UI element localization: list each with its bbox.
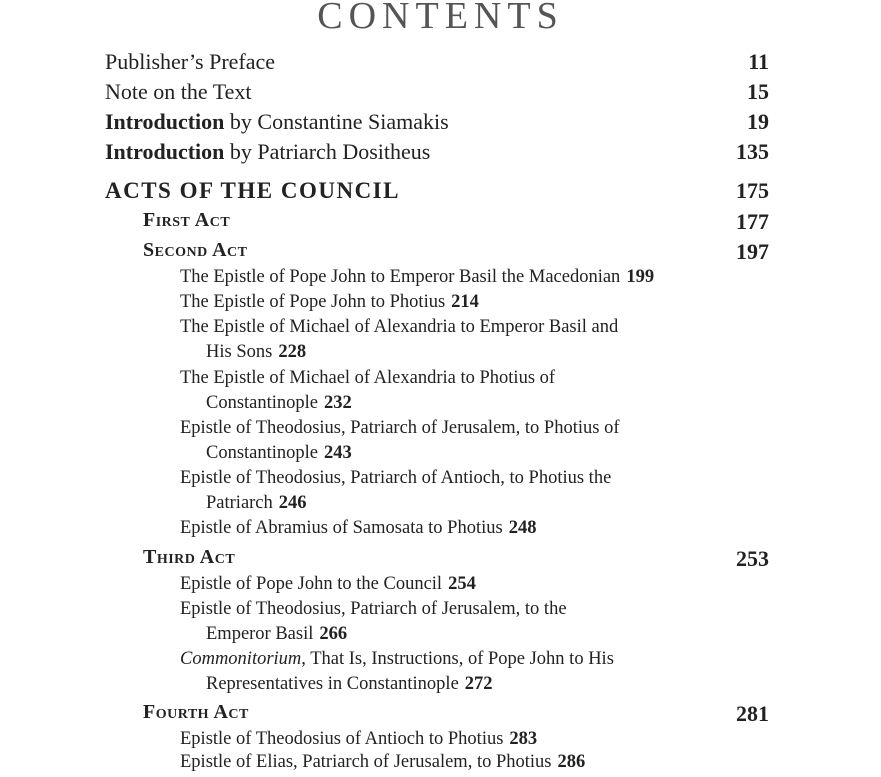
acts-heading[interactable]: ACTS OF THE COUNCIL: [105, 178, 400, 203]
toc-entry-publishers-preface[interactable]: [105, 49, 275, 75]
page-title: CONTENTS: [317, 0, 564, 37]
toc-subentry[interactable]: [180, 368, 555, 389]
toc-subentry[interactable]: [180, 729, 537, 750]
toc-subentry[interactable]: [180, 574, 476, 595]
toc-subentry-page: 283: [509, 729, 538, 749]
toc-subentry[interactable]: [180, 649, 614, 670]
toc-subentry-continuation[interactable]: [206, 443, 352, 464]
toc-subentry-label: , That Is, Instructions, of Pope John to His: [301, 649, 614, 669]
toc-subentry[interactable]: [180, 267, 654, 288]
toc-subentry-page: 243: [324, 443, 352, 463]
toc-subentry-page: 228: [278, 342, 307, 362]
toc-subentry-continuation[interactable]: [206, 624, 347, 645]
toc-subentry-label: Epistle of Elias, Patriarch of Jerusalem, to Photius: [180, 752, 552, 772]
toc-subentry-continuation[interactable]: [206, 342, 306, 363]
toc-page-number: 197: [736, 239, 769, 264]
act-heading-second[interactable]: Second Act: [143, 239, 248, 261]
toc-subentry[interactable]: [180, 752, 585, 773]
toc-subentry-page: 246: [278, 493, 307, 513]
toc-entry-introduction-dositheus[interactable]: [105, 139, 430, 165]
toc-subentry[interactable]: [180, 518, 536, 539]
toc-page-number: 281: [736, 701, 769, 726]
toc-subentry-label: Epistle of Theodosius, Patriarch of Jerusalem, to Photius of: [180, 418, 620, 438]
toc-page-number: 177: [736, 209, 769, 234]
toc-subentry-label: Representatives in Constantinople: [206, 674, 459, 694]
toc-page-number: 15: [747, 79, 769, 104]
toc-subentry-label: The Epistle of Pope John to Emperor Basil the Macedonian: [180, 267, 621, 287]
toc-subentry-label: The Epistle of Michael of Alexandria to Photius of: [180, 368, 556, 388]
toc-subentry-label: Epistle of Pope John to the Council: [180, 574, 443, 594]
toc-subentry[interactable]: [180, 468, 611, 489]
toc-subentry-page: 248: [508, 518, 537, 538]
toc-subentry[interactable]: [180, 292, 479, 313]
toc-subentry[interactable]: [180, 317, 618, 338]
toc-page-number: 253: [736, 546, 769, 571]
toc-subentry-label-italic: Commonitorium: [180, 649, 302, 669]
toc-entry-introduction-siamakis[interactable]: [105, 109, 449, 135]
toc-entry-label-bold: Introduction: [105, 109, 225, 134]
toc-subentry-label: Epistle of Theodosius, Patriarch of Antioch, to Photius the: [180, 468, 612, 488]
toc-subentry-label: Epistle of Theodosius of Antioch to Photius: [180, 729, 504, 749]
toc-subentry-label: Epistle of Theodosius, Patriarch of Jerusalem, to the: [180, 599, 567, 619]
toc-subentry-label: The Epistle of Michael of Alexandria to Emperor Basil and: [180, 317, 619, 337]
toc-subentry-continuation[interactable]: [206, 674, 493, 695]
toc-subentry-page: 214: [451, 292, 479, 312]
toc-subentry-label: The Epistle of Pope John to Photius: [180, 292, 446, 312]
act-heading-third[interactable]: Third Act: [143, 546, 236, 568]
toc-subentry-page: 199: [626, 267, 655, 287]
toc-subentry-continuation[interactable]: [206, 493, 307, 514]
toc-subentry-page: 254: [448, 574, 476, 594]
toc-subentry[interactable]: [180, 599, 567, 620]
toc-subentry-label: Epistle of Abramius of Samosata to Photius: [180, 518, 503, 538]
toc-page-number: 135: [736, 139, 769, 164]
act-heading-first[interactable]: First Act: [143, 209, 231, 231]
toc-entry-note-on-text[interactable]: [105, 79, 252, 105]
toc-entry-label: Publisher’s Preface: [105, 49, 276, 74]
toc-page-number: 19: [747, 109, 769, 134]
toc-entry-label: Note on the Text: [105, 79, 252, 104]
toc-page-number: 11: [748, 49, 769, 74]
toc-subentry-page: 286: [557, 752, 586, 772]
toc-subentry-label: Patriarch: [206, 493, 273, 513]
toc-subentry-label: Emperor Basil: [206, 624, 314, 644]
toc-page-number: 175: [736, 178, 769, 203]
act-heading-fourth[interactable]: Fourth Act: [143, 701, 249, 723]
toc-subentry-page: 272: [464, 674, 493, 694]
toc-subentry-page: 232: [324, 393, 352, 413]
toc-subentry-page: 266: [319, 624, 348, 644]
toc-entry-label-bold: Introduction: [105, 139, 225, 164]
toc-entry-label: by Constantine Siamakis: [224, 109, 449, 134]
toc-subentry-continuation[interactable]: [206, 393, 352, 414]
toc-subentry-label: His Sons: [206, 342, 273, 362]
toc-subentry-label: Constantinople: [206, 393, 319, 413]
toc-entry-label: by Patriarch Dositheus: [224, 139, 431, 164]
toc-subentry-label: Constantinople: [206, 443, 319, 463]
toc-subentry[interactable]: [180, 418, 619, 439]
